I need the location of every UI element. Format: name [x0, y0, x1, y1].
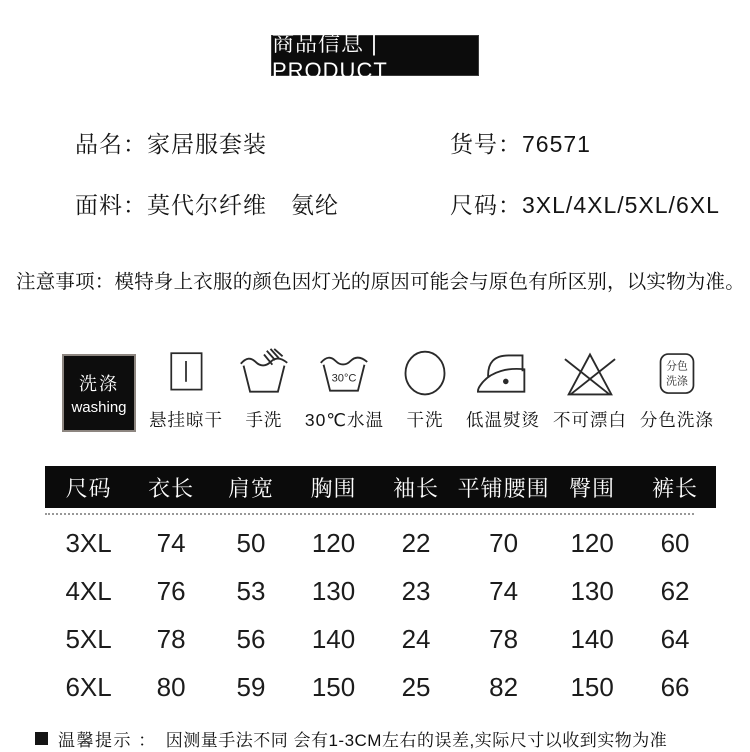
- care-label: 不可漂白: [552, 410, 627, 430]
- col-header-size: 尺码: [65, 475, 112, 501]
- table-cell: 78: [489, 623, 519, 654]
- care-item-hand-wash: [236, 348, 292, 432]
- dotted-divider: [45, 513, 694, 515]
- low-heat-iron-icon: [475, 348, 531, 400]
- table-cell: 150: [311, 671, 356, 702]
- reminder-text: 因测量手法不同 会有1-3CM左右的误差,实际尺寸以收到实物为准: [165, 731, 668, 750]
- table-cell: 140: [311, 623, 356, 654]
- table-cell: 6XL: [65, 671, 112, 702]
- table-cell: 60: [660, 527, 690, 558]
- col-header-bust: 胸围: [310, 475, 357, 501]
- hang-dry-icon: [160, 348, 212, 400]
- care-item-hang-dry: [149, 348, 223, 432]
- hand-wash-icon: [236, 348, 292, 400]
- table-cell: 76: [156, 575, 186, 606]
- col-header-sleeve: 袖长: [393, 475, 440, 501]
- table-row-4xl: [45, 567, 716, 615]
- no-bleach-icon: [562, 348, 618, 400]
- table-cell: 22: [401, 527, 431, 558]
- table-cell: 140: [570, 623, 614, 654]
- table-cell: 56: [236, 623, 266, 654]
- fabric-row: [0, 187, 375, 220]
- table-cell: 25: [401, 671, 431, 702]
- table-cell: 62: [660, 575, 690, 606]
- care-item-water-temp: [305, 348, 384, 432]
- table-cell: 82: [489, 671, 519, 702]
- care-item-no-bleach: [553, 348, 627, 432]
- care-item-low-heat-iron: [466, 348, 540, 432]
- washing-badge-cn: 洗涤: [79, 374, 119, 394]
- product-details: [0, 126, 750, 220]
- square-bullet-icon: [35, 732, 48, 745]
- care-item-color-separate: [640, 348, 714, 432]
- table-cell: 74: [156, 527, 186, 558]
- col-header-shoulder: 肩宽: [227, 475, 274, 501]
- col-header-length: 衣长: [148, 475, 195, 501]
- care-instructions-row: [0, 348, 750, 432]
- care-label: 悬挂晾干: [148, 410, 223, 430]
- product-name-value: 家居服套装: [147, 131, 267, 157]
- table-cell: 24: [401, 623, 431, 654]
- table-cell: 50: [236, 527, 266, 558]
- table-cell: 120: [311, 527, 356, 558]
- color-separate-wash-icon: [651, 348, 703, 400]
- table-cell: 78: [156, 623, 186, 654]
- care-item-dry-clean: [397, 348, 453, 432]
- table-cell: 59: [236, 671, 266, 702]
- care-label: 30℃水温: [304, 410, 385, 430]
- water-temp-icon: [316, 348, 372, 400]
- svg-text:30°C: 30°C: [332, 372, 357, 385]
- table-cell: 120: [570, 527, 614, 558]
- table-cell: 130: [311, 575, 356, 606]
- product-name-label: 品名：: [75, 131, 147, 157]
- reminder-label: 温馨提示 ：: [58, 731, 157, 750]
- care-label: 分色洗涤: [639, 410, 714, 430]
- product-info-banner: [271, 31, 479, 83]
- sizes-label: 尺码：: [450, 192, 522, 218]
- washing-badge: [62, 354, 136, 432]
- table-cell: 150: [570, 671, 614, 702]
- sizes-value: 3XL/4XL/5XL/6XL: [522, 192, 720, 218]
- table-cell: 80: [156, 671, 186, 702]
- table-row-3xl: [45, 519, 716, 567]
- size-table-header: [45, 466, 716, 508]
- table-row-6xl: [45, 663, 716, 711]
- table-cell: 5XL: [65, 623, 112, 654]
- item-number-label: 货号：: [450, 131, 522, 157]
- friendly-reminder: [0, 726, 750, 751]
- table-cell: 66: [660, 671, 690, 702]
- dry-clean-icon: [397, 348, 453, 400]
- table-cell: 4XL: [65, 575, 112, 606]
- notice-text: 注意事项：模特身上衣服的颜色因灯光的原因可能会与原色有所区别，以实物为准。: [16, 271, 745, 293]
- banner-title: 商品信息 | PRODUCT: [272, 31, 388, 83]
- size-table: [45, 466, 716, 711]
- care-label: 手洗: [245, 410, 283, 430]
- svg-text:洗涤: 洗涤: [666, 375, 688, 388]
- fabric-label: 面料：: [75, 192, 147, 218]
- col-header-pants-length: 裤长: [652, 475, 699, 501]
- table-cell: 70: [489, 527, 519, 558]
- col-header-waist: 平铺腰围: [457, 475, 550, 501]
- item-number-row: [375, 126, 750, 159]
- table-cell: 23: [401, 575, 431, 606]
- svg-text:分色: 分色: [666, 360, 688, 373]
- table-cell: 3XL: [65, 527, 112, 558]
- table-cell: 53: [236, 575, 266, 606]
- item-number-value: 76571: [522, 131, 591, 157]
- washing-badge-en: washing: [71, 399, 127, 416]
- care-label: 低温熨烫: [465, 410, 540, 430]
- care-label: 干洗: [406, 410, 444, 430]
- table-cell: 64: [660, 623, 690, 654]
- col-header-hip: 臀围: [569, 475, 616, 501]
- fabric-value: 莫代尔纤维 氨纶: [147, 192, 339, 218]
- product-name-row: [0, 126, 375, 159]
- table-cell: 74: [489, 575, 519, 606]
- table-cell: 130: [570, 575, 614, 606]
- table-row-5xl: [45, 615, 716, 663]
- sizes-row: [375, 187, 750, 220]
